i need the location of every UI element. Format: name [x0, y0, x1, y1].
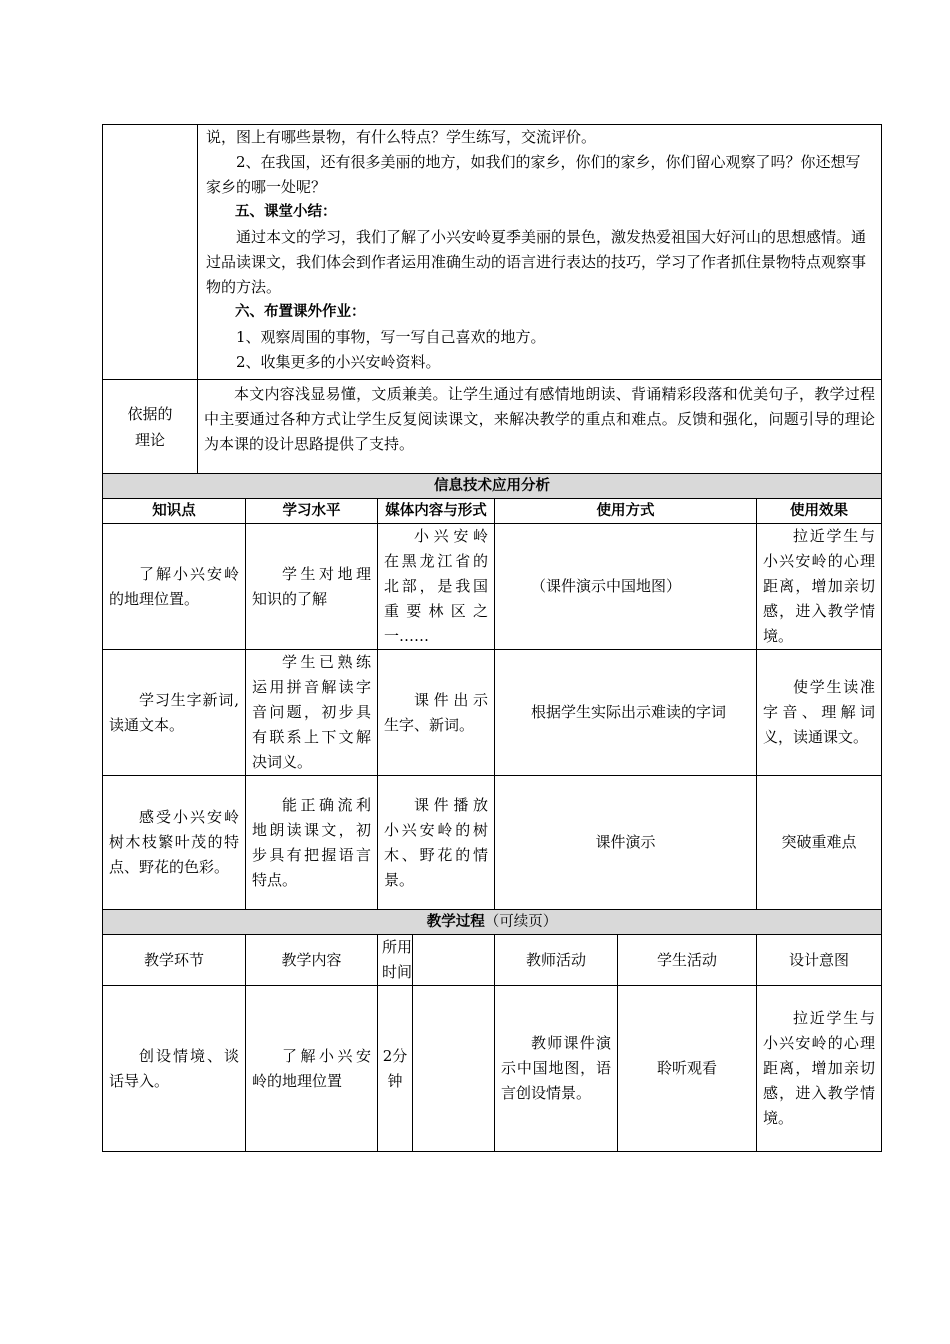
process-row-1-step: 创设情境、谈话导入。 [103, 986, 246, 1152]
process-title: 教学过程 [426, 914, 485, 930]
summary-text: 通过本文的学习，我们了解了小兴安岭夏季美丽的景色，激发热爱祖国大好河山的思想感情。通过品读课文，我们体会到作者运用准确生动的语言进行表达的技巧，学习了作者抓住景物特点观察事物的方法。 [206, 228, 867, 296]
it-row-1-effect: 拉近学生与小兴安岭的心理距离，增加亲切感，进入教学情境。 [757, 524, 882, 650]
it-header-effect: 使用效果 [757, 499, 882, 524]
it-row-3 [103, 776, 882, 910]
it-row-3-level: 能正确流利地朗读课文，初步具有把握语言特点。 [246, 776, 378, 910]
process-row-1-student: 聆听观看 [618, 986, 757, 1152]
homework-item-1: 1、观察周围的事物，写一写自己喜欢的地方。 [236, 328, 546, 346]
process-row-1-spacer [413, 986, 495, 1152]
it-header-usage: 使用方式 [495, 499, 757, 524]
it-row-3-media: 课件播放小兴安岭的树木、野花的情景。 [378, 776, 495, 910]
it-header-row [103, 499, 882, 524]
it-row-1-knowledge: 了解小兴安岭的地理位置。 [103, 524, 246, 650]
it-row-2-level: 学生已熟练运用拼音解读字音问题，初步具有联系上下文解决词义。 [246, 650, 378, 776]
process-row-1-intent: 拉近学生与小兴安岭的心理距离，增加亲切感，进入教学情境。 [757, 986, 882, 1152]
it-header-media: 媒体内容与形式 [378, 499, 495, 524]
process-header-teacher: 教师活动 [495, 935, 618, 986]
process-row-1-time: 2分钟 [378, 986, 413, 1152]
it-row-1-media: 小兴安岭在黑龙江省的北部，是我国重要林区之一…… [378, 524, 495, 650]
it-row-3-effect: 突破重难点 [757, 776, 882, 910]
it-row-2-effect: 使学生读准字音、理解词义，读通课文。 [757, 650, 882, 776]
it-row-2-usage: 根据学生实际出示难读的字词 [495, 650, 757, 776]
it-row-1-usage: （课件演示中国地图） [495, 524, 757, 650]
it-section-title: 信息技术应用分析 [103, 474, 882, 499]
process-header-content: 教学内容 [246, 935, 378, 986]
it-row-1-level: 学生对地理知识的了解 [246, 524, 378, 650]
it-row-2-media: 课件出示生字、新词。 [378, 650, 495, 776]
process-row-1-content: 了解小兴安岭的地理位置 [246, 986, 378, 1152]
process-header-step: 教学环节 [103, 935, 246, 986]
it-header-level: 学习水平 [246, 499, 378, 524]
it-row-2-knowledge: 学习生字新词,读通文本。 [103, 650, 246, 776]
homework-item-2: 2、收集更多的小兴安岭资料。 [236, 353, 441, 371]
process-title-note: （可续页） [484, 914, 558, 930]
basis-row [103, 380, 882, 474]
continued-procedure-label [103, 125, 198, 380]
it-section-title-row [103, 474, 882, 499]
process-header-intent: 设计意图 [757, 935, 882, 986]
procedure-line-2: 2、在我国，还有很多美丽的地方，如我们的家乡，你们的家乡，你们留心观察了吗？你还想写家乡的哪一处呢？ [206, 153, 861, 196]
basis-text: 本文内容浅显易懂，文质兼美。让学生通过有感情地朗读、背诵精彩段落和优美句子，教学过程中主要通过各种方式让学生反复阅读课文，来解决教学的重点和难点。反馈和强化，问题引导的理论为本课的设计思路提供了支持。 [198, 380, 882, 474]
continued-procedure-content [198, 125, 882, 380]
process-header-spacer [413, 935, 495, 986]
homework-heading: 六、布置课外作业： [235, 304, 366, 320]
process-row-1-teacher: 教师课件演示中国地图，语言创设情景。 [495, 986, 618, 1152]
it-row-3-usage: 课件演示 [495, 776, 757, 910]
summary-heading: 五、课堂小结： [235, 204, 337, 220]
process-section-title [103, 910, 882, 935]
it-row-3-knowledge: 感受小兴安岭树木枝繁叶茂的特点、野花的色彩。 [103, 776, 246, 910]
lesson-plan-page [102, 124, 876, 1152]
process-header-row [103, 935, 882, 986]
lesson-plan-table [102, 124, 882, 1152]
procedure-line-1: 说，图上有哪些景物，有什么特点？学生练写，交流评价。 [206, 128, 597, 146]
basis-label: 依据的理论 [103, 380, 198, 474]
it-row-1 [103, 524, 882, 650]
it-header-knowledge: 知识点 [103, 499, 246, 524]
process-header-time: 所用时间 [378, 935, 413, 986]
continued-procedure-row [103, 125, 882, 380]
process-row-1 [103, 986, 882, 1152]
it-row-2 [103, 650, 882, 776]
process-section-title-row [103, 910, 882, 935]
process-header-student: 学生活动 [618, 935, 757, 986]
